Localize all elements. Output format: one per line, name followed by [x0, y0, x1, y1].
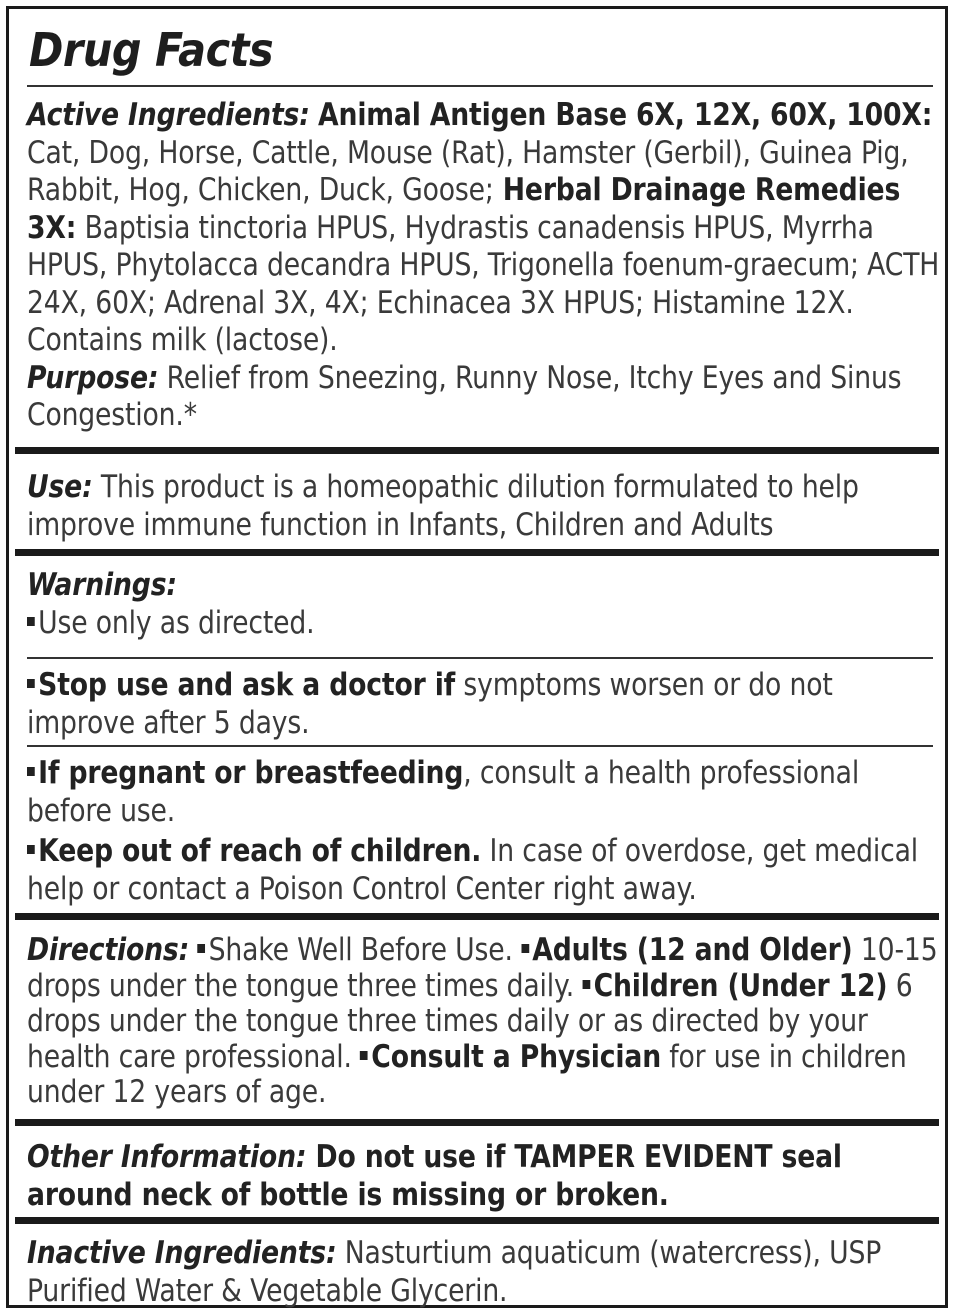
- warnings-heading-line: [27, 567, 939, 605]
- warning-divider: [27, 745, 933, 747]
- antigen-base-list: Cat, Dog, Horse, Cattle, Mouse (Rat), Hamster (Gerbil), Guinea Pig, Rabbit, Hog, Chicken, Duck, Goose;: [27, 134, 909, 208]
- other-information-section: [27, 1139, 960, 1214]
- bullet-icon: [197, 944, 205, 953]
- warning-pregnant: [27, 755, 960, 830]
- warning-item: Use only as directed.: [27, 605, 939, 643]
- warning-item: If pregnant or breastfeeding, consult a health professional before use.: [27, 755, 860, 829]
- bullet-icon: [27, 679, 35, 688]
- warning-item: Stop use and ask a doctor if symptoms worsen or do not improve after 5 days.: [27, 667, 833, 741]
- use-body: This product is a homeopathic dilution formulated to help improve immune function in Infants, Children and Adults: [27, 469, 859, 543]
- bullet-icon: [360, 1051, 368, 1060]
- use-section: [27, 469, 960, 544]
- purpose-body: Relief from Sneezing, Runny Nose, Itchy Eyes and Sinus Congestion.*: [27, 359, 902, 433]
- bullet-icon: [27, 767, 35, 776]
- warnings-section: [27, 567, 960, 642]
- title-divider: [27, 85, 933, 87]
- active-ingredients-heading: Active Ingredients:: [27, 97, 310, 133]
- directions-heading: Directions:: [27, 932, 190, 968]
- warnings-heading: Warnings:: [27, 567, 177, 603]
- bullet-icon: [582, 980, 590, 989]
- antigen-base-label: Animal Antigen Base 6X, 12X, 60X, 100X:: [318, 97, 933, 133]
- warning-item: Keep out of reach of children. In case of overdose, get medical help or contact a Poison Control Center right away.: [27, 833, 919, 907]
- inactive-ingredients-section: [27, 1235, 960, 1310]
- herbal-drainage-list: Baptisia tinctoria HPUS, Hydrastis canadensis HPUS, Myrrha HPUS, Phytolacca decandra HPUS, Trigonella foenum-graecum; ACTH 24X, 60X; Adrenal 3X, 4X; Echinacea 3X HPUS; Histamine 12X. Contains milk (lactose).: [27, 209, 940, 358]
- section-divider: [15, 549, 939, 556]
- inactive-ingredients-body: Nasturtium aquaticum (watercress), USP Purified Water & Vegetable Glycerin.: [27, 1235, 882, 1309]
- drug-facts-panel: [6, 6, 948, 1308]
- directions-text: Directions: Shake Well Before Use. Adults (12 and Older) 10-15 drops under the tongue three times daily. Children (Under 12) 6 drops under the tongue three times daily or as directed by your health care professional. Consult a Physician for use in children under 12 years of age.: [27, 932, 938, 1110]
- bullet-icon: [27, 845, 35, 854]
- section-divider: [15, 1119, 939, 1126]
- purpose-heading: Purpose:: [27, 359, 159, 396]
- herbal-drainage-label: Herbal Drainage Remedies 3X:: [27, 172, 901, 246]
- use-text: [27, 469, 947, 544]
- active-ingredients-text: [27, 97, 947, 360]
- warning-stop-use: [27, 667, 960, 742]
- other-information-text: [27, 1139, 947, 1214]
- use-heading: Use:: [27, 469, 93, 505]
- section-divider: [15, 1217, 939, 1224]
- bullet-icon: [27, 617, 35, 626]
- page-title: Drug Facts: [29, 23, 274, 77]
- warning-children: [27, 833, 960, 908]
- purpose-text: [27, 360, 947, 435]
- inactive-ingredients-heading: Inactive Ingredients:: [27, 1235, 337, 1271]
- directions-section: [27, 933, 960, 1111]
- active-ingredients-section: [27, 97, 960, 435]
- inactive-ingredients-text: [27, 1235, 947, 1310]
- section-divider: [15, 913, 939, 920]
- other-information-heading: Other Information:: [27, 1139, 307, 1175]
- other-information-body: Do not use if TAMPER EVIDENT seal around neck of bottle is missing or broken.: [27, 1139, 842, 1213]
- bullet-icon: [521, 944, 529, 953]
- warning-divider: [27, 657, 933, 659]
- section-divider: [15, 447, 939, 454]
